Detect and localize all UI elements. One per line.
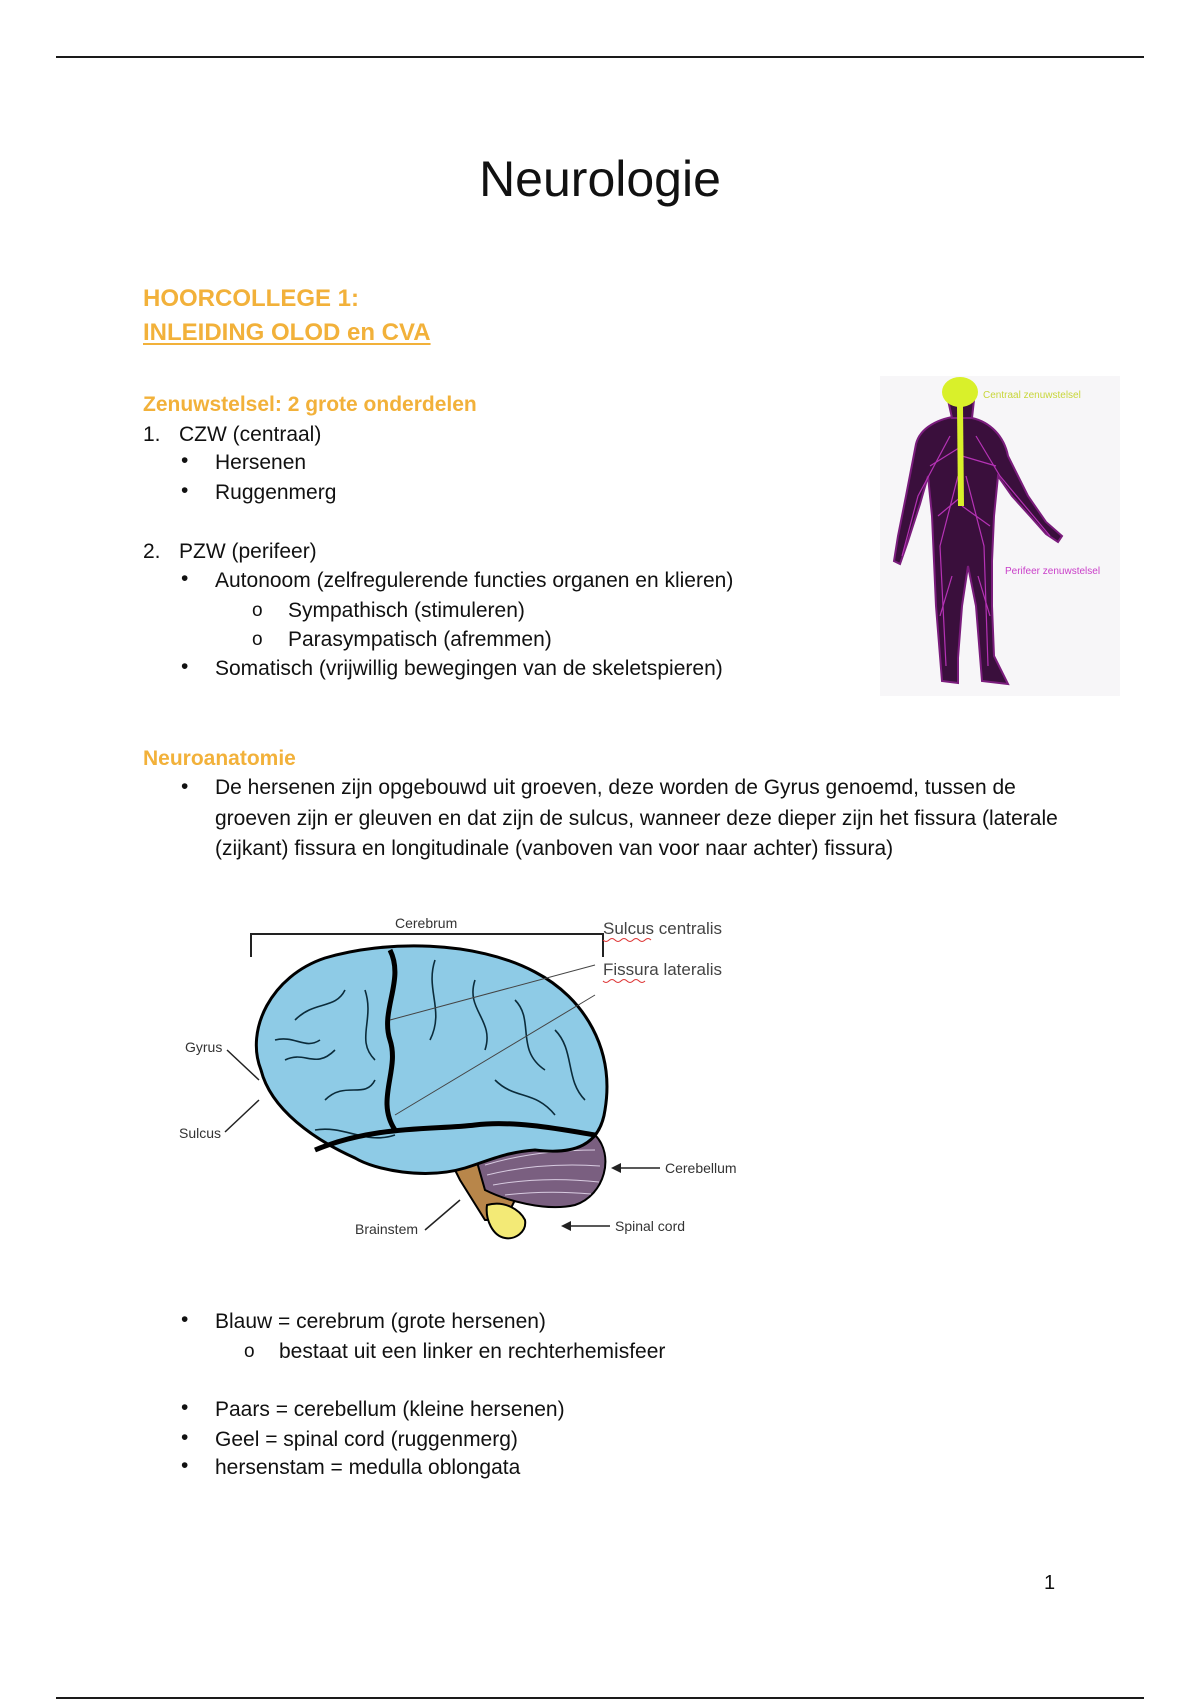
list-item-pzw: PZW (perifeer) (179, 540, 317, 563)
label-cerebrum: Cerebrum (395, 915, 458, 931)
arrowhead-icon (561, 1221, 571, 1231)
pointer-brainstem (425, 1200, 460, 1230)
page-title: Neurologie (479, 151, 721, 207)
label-perifeer-zenuwstelsel: Perifeer zenuwstelsel (1005, 566, 1101, 577)
list-item-czw: CZW (centraal) (179, 423, 322, 446)
label-sulcus-centralis: Sulcus centralis (603, 919, 723, 938)
list-item-autonoom: Autonoom (zelfregulerende functies organen en klieren) (215, 569, 734, 592)
list-item-somatisch: Somatisch (vrijwillig bewegingen van de skeletspieren) (215, 657, 723, 680)
lecture-heading (143, 282, 431, 350)
label-gyrus: Gyrus (185, 1039, 223, 1055)
section-heading-neuroanatomie: Neuroanatomie (143, 747, 296, 770)
bullet-icon: • (181, 449, 189, 472)
pointer-gyrus (227, 1050, 259, 1080)
brain-cns (942, 377, 978, 407)
brain-diagram (175, 900, 795, 1260)
bullet-icon: • (181, 567, 189, 590)
label-spinal-cord: Spinal cord (615, 1218, 686, 1234)
top-rule (56, 56, 1144, 58)
label-brainstem: Brainstem (355, 1221, 419, 1237)
bullet-icon: • (181, 1396, 189, 1419)
circle-bullet-icon: o (252, 629, 263, 650)
lecture-line-1: HOORCOLLEGE 1: (143, 285, 360, 312)
spinal-cord-cns (960, 406, 961, 506)
arrowhead-icon (611, 1163, 621, 1173)
legend-blue-sub: bestaat uit een linker en rechterhemisfeer (279, 1340, 666, 1363)
list-item-ruggenmerg: Ruggenmerg (215, 481, 337, 504)
bullet-icon: • (181, 1308, 189, 1331)
spellcheck-squiggle (603, 939, 651, 942)
legend-blue: Blauw = cerebrum (grote hersenen) (215, 1310, 546, 1333)
bottom-rule (56, 1697, 1144, 1699)
lecture-line-2: INLEIDING OLOD en CVA (143, 319, 431, 346)
bullet-icon: • (181, 1454, 189, 1477)
spellcheck-squiggle (603, 980, 645, 983)
legend-purple: Paars = cerebellum (kleine hersenen) (215, 1398, 565, 1421)
neuroanatomy-paragraph: De hersenen zijn opgebouwd uit groeven, deze worden de Gyrus genoemd, tussen de groeven zijn er gleuven en dat zijn de sulcus, wanneer deze dieper zijn het fissura (laterale (zijkant) fissura en longitudinale (vanboven van voor naar achter) fissura) (215, 776, 1058, 860)
list-item-parasympatisch: Parasympatisch (afremmen) (288, 628, 552, 651)
legend-brainstem: hersenstam = medulla oblongata (215, 1456, 521, 1479)
spinal-cord-shape (487, 1204, 526, 1239)
list-item-sympathisch: Sympathisch (stimuleren) (288, 599, 525, 622)
list-number-2: 2. (143, 540, 161, 563)
page-number: 1 (1044, 1572, 1056, 1594)
list-item-hersenen: Hersenen (215, 451, 307, 474)
bullet-icon: • (181, 1426, 189, 1449)
bullet-icon: • (181, 775, 189, 798)
label-cerebellum: Cerebellum (665, 1160, 737, 1176)
bullet-icon: • (181, 479, 189, 502)
label-fissura-lateralis: Fissura lateralis (603, 960, 723, 979)
legend-yellow: Geel = spinal cord (ruggenmerg) (215, 1428, 518, 1451)
circle-bullet-icon: o (252, 600, 263, 621)
pointer-sulcus (225, 1100, 259, 1132)
nervous-system-figure (880, 376, 1120, 696)
circle-bullet-icon: o (244, 1341, 255, 1362)
label-sulcus: Sulcus (179, 1125, 222, 1141)
list-number-1: 1. (143, 423, 161, 446)
section-heading-nervous-system: Zenuwstelsel: 2 grote onderdelen (143, 393, 477, 416)
label-centraal-zenuwstelsel: Centraal zenuwstelsel (983, 390, 1081, 401)
bullet-icon: • (181, 655, 189, 678)
